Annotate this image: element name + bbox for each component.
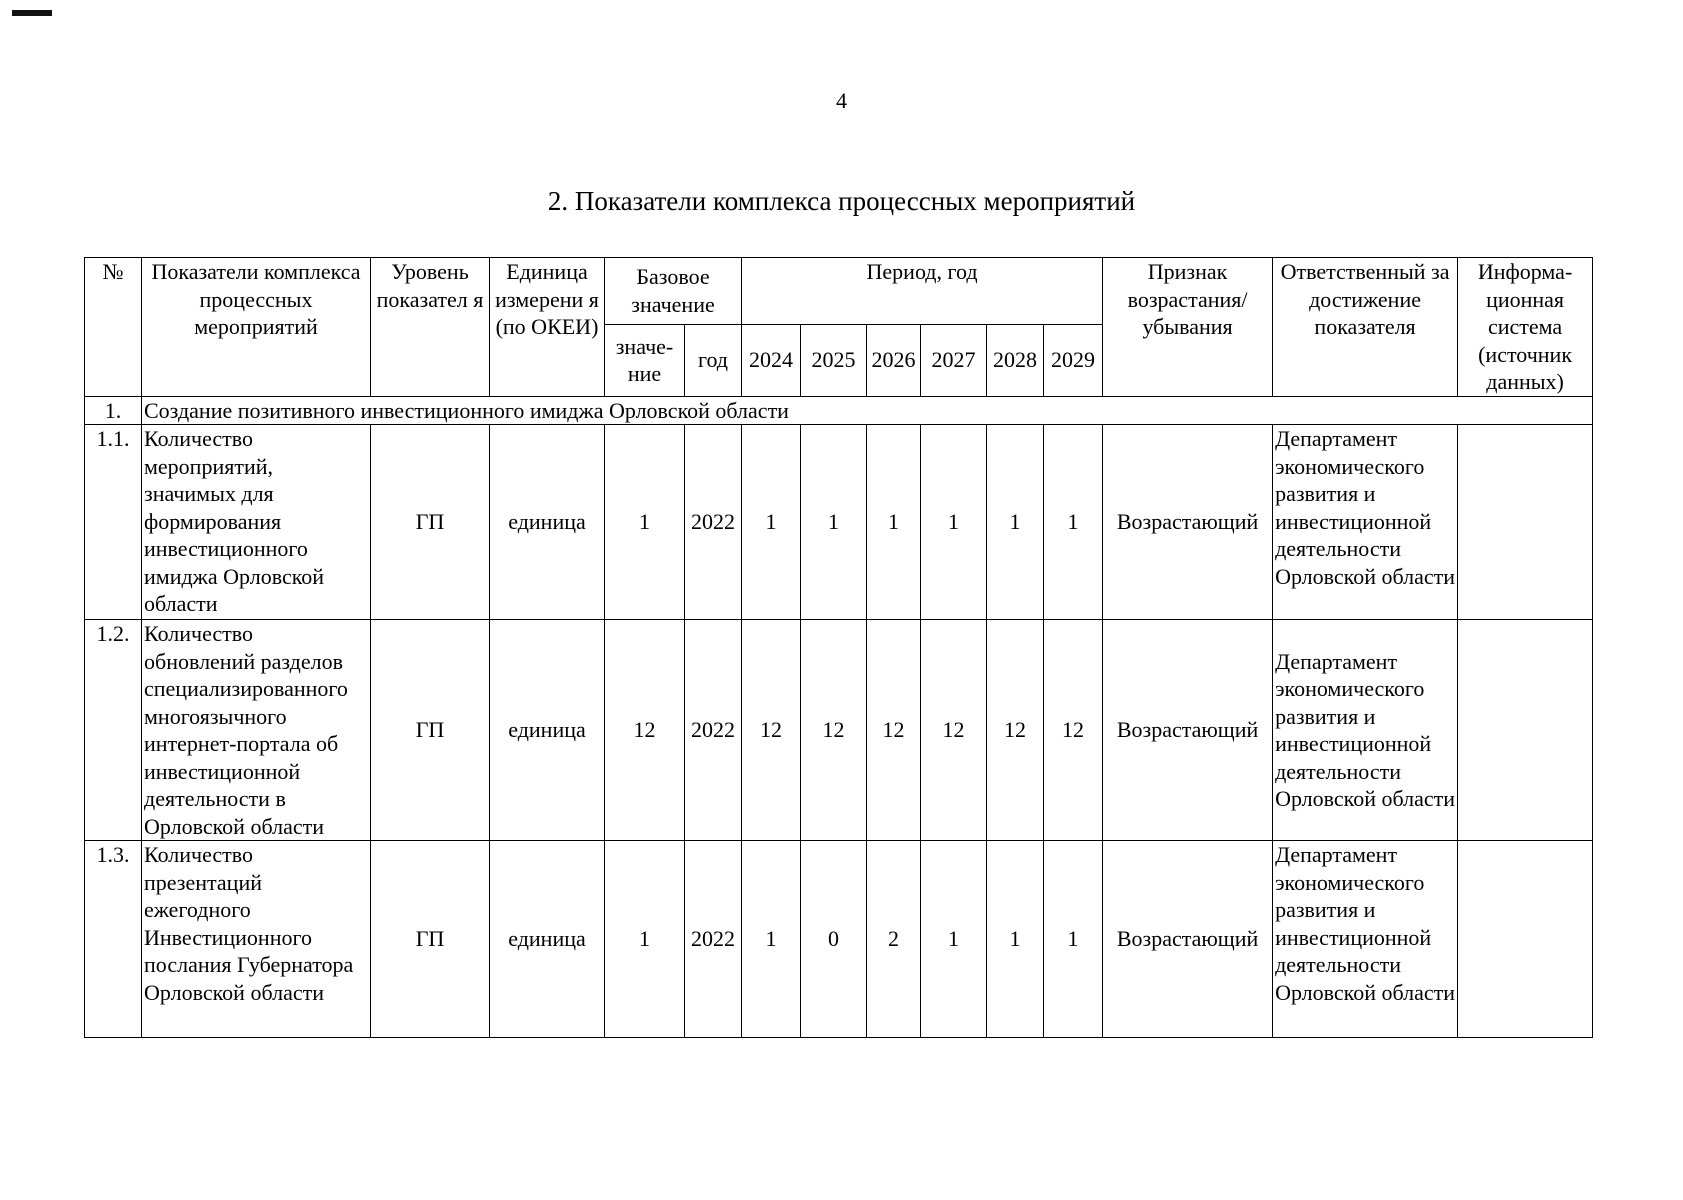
row-info-system <box>1458 620 1593 841</box>
page-number: 4 <box>836 88 847 113</box>
scan-mark <box>12 10 52 16</box>
row-year-value: 1 <box>1044 425 1103 620</box>
row-year-value: 12 <box>921 620 987 841</box>
header-base-year: год <box>685 324 742 396</box>
row-responsible: Департамент экономического развития и инвестиционной деятельности Орловской области <box>1273 620 1458 841</box>
row-base-value: 1 <box>605 425 685 620</box>
row-base-value: 12 <box>605 620 685 841</box>
row-year-value: 1 <box>921 841 987 1038</box>
header-responsible: Ответственный за достижение показателя <box>1273 258 1458 397</box>
row-trend: Возрастающий <box>1103 425 1273 620</box>
header-indicators: Показатели комплекса процессных мероприятий <box>142 258 371 397</box>
row-year-value: 1 <box>921 425 987 620</box>
row-year-value: 2 <box>867 841 921 1038</box>
row-year-value: 1 <box>1044 841 1103 1038</box>
header-year: 2029 <box>1044 324 1103 396</box>
row-year-value: 1 <box>867 425 921 620</box>
row-unit: единица <box>490 425 605 620</box>
row-indicator-name: Количество презентаций ежегодного Инвестиционного послания Губернатора Орловской области <box>142 841 371 1038</box>
row-year-value: 1 <box>742 841 801 1038</box>
section-row <box>85 396 1593 425</box>
row-num: 1.3. <box>85 841 142 1038</box>
row-num: 1.1. <box>85 425 142 620</box>
section-title: Создание позитивного инвестиционного имиджа Орловской области <box>142 396 1593 425</box>
row-year-value: 1 <box>801 425 867 620</box>
header-trend: Признак возрастания/ убывания <box>1103 258 1273 397</box>
table-row <box>85 620 1593 841</box>
header-year: 2026 <box>867 324 921 396</box>
row-unit: единица <box>490 841 605 1038</box>
header-num: № <box>85 258 142 397</box>
row-info-system <box>1458 425 1593 620</box>
section-num: 1. <box>85 396 142 425</box>
header-period: Период, год <box>742 258 1103 325</box>
row-base-year: 2022 <box>685 620 742 841</box>
row-unit: единица <box>490 620 605 841</box>
header-year: 2024 <box>742 324 801 396</box>
row-year-value: 1 <box>987 841 1044 1038</box>
row-num: 1.2. <box>85 620 142 841</box>
row-year-value: 1 <box>742 425 801 620</box>
row-year-value: 12 <box>742 620 801 841</box>
row-base-year: 2022 <box>685 425 742 620</box>
row-year-value: 12 <box>1044 620 1103 841</box>
table-row <box>85 425 1593 620</box>
row-base-value: 1 <box>605 841 685 1038</box>
row-level: ГП <box>371 841 490 1038</box>
row-year-value: 12 <box>987 620 1044 841</box>
indicators-table <box>84 257 1593 1038</box>
row-responsible: Департамент экономического развития и инвестиционной деятельности Орловской области <box>1273 841 1458 1038</box>
row-trend: Возрастающий <box>1103 841 1273 1038</box>
row-base-year: 2022 <box>685 841 742 1038</box>
row-year-value: 12 <box>801 620 867 841</box>
page-title: 2. Показатели комплекса процессных мероприятий <box>547 186 1136 216</box>
row-info-system <box>1458 841 1593 1038</box>
row-trend: Возрастающий <box>1103 620 1273 841</box>
table-header-row <box>85 258 1593 325</box>
row-indicator-name: Количество мероприятий, значимых для формирования инвестиционного имиджа Орловской области <box>142 425 371 620</box>
header-year: 2028 <box>987 324 1044 396</box>
header-info-system: Информа- ционная система (источник данных) <box>1458 258 1593 397</box>
header-year: 2025 <box>801 324 867 396</box>
header-level: Уровень показател я <box>371 258 490 397</box>
table-row <box>85 841 1593 1038</box>
row-year-value: 1 <box>987 425 1044 620</box>
row-level: ГП <box>371 425 490 620</box>
row-level: ГП <box>371 620 490 841</box>
row-responsible: Департамент экономического развития и инвестиционной деятельности Орловской области <box>1273 425 1458 620</box>
header-year: 2027 <box>921 324 987 396</box>
row-year-value: 0 <box>801 841 867 1038</box>
header-unit: Единица измерени я (по ОКЕИ) <box>490 258 605 397</box>
header-base: Базовое значение <box>605 258 742 325</box>
row-year-value: 12 <box>867 620 921 841</box>
row-indicator-name: Количество обновлений разделов специализированного многоязычного интернет-портала об инвестиционной деятельности в Орловской области <box>142 620 371 841</box>
header-base-value: значе- ние <box>605 324 685 396</box>
